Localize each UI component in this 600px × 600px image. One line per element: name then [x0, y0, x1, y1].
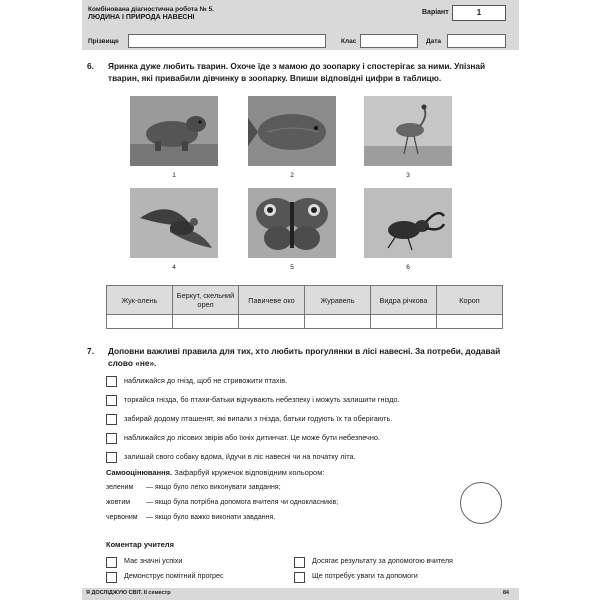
photo-carp: [248, 96, 336, 166]
self-assessment-instruction: Зафарбуй кружечок відповідним кольором:: [172, 468, 325, 477]
table-header: Короп: [437, 286, 503, 315]
class-field[interactable]: [360, 34, 418, 48]
rule-text: наближайся до лісових звірів або їхніх дитинчат. Це може бути небезпечно.: [124, 433, 380, 442]
photo-label-1: 1: [172, 172, 176, 179]
date-label: Дата: [426, 38, 442, 45]
comment-checkbox[interactable]: [294, 557, 305, 568]
table-header: Видра річкова: [371, 286, 437, 315]
photo-otter: [130, 96, 218, 166]
rule-checkbox[interactable]: [106, 414, 117, 425]
butterfly-icon: [248, 188, 336, 258]
photo-label-6: 6: [406, 264, 410, 271]
task-7-number: 7.: [87, 346, 94, 356]
carp-icon: [248, 96, 336, 166]
class-label: Клас: [341, 38, 357, 45]
photo-stag-beetle: [364, 188, 452, 258]
task-7: [87, 345, 512, 369]
color-name: червоним: [106, 514, 138, 521]
photo-label-2: 2: [290, 172, 294, 179]
rule-text: наближайся до гнізд, щоб не стривожити птахів.: [124, 376, 288, 385]
table-header-row: [107, 286, 503, 315]
photo-label-4: 4: [172, 264, 176, 271]
answer-cell[interactable]: [371, 315, 437, 329]
photo-eagle: [130, 188, 218, 258]
answer-cell[interactable]: [107, 315, 173, 329]
answer-cell[interactable]: [437, 315, 503, 329]
variant-value: 1: [452, 5, 506, 21]
rule-text: забирай додому пташенят, які випали з гнізда, батьки годують їх та оберігають.: [124, 414, 393, 423]
comment-checkbox[interactable]: [106, 572, 117, 583]
photo-peacock-butterfly: [248, 188, 336, 258]
rule-text: торкайся гнізда, бо птахи-батьки відчувають небезпеку і можуть залишити гніздо.: [124, 395, 400, 404]
photo-label-5: 5: [290, 264, 294, 271]
rule-checkbox[interactable]: [106, 376, 117, 387]
teacher-comment-title: Коментар учителя: [106, 540, 174, 549]
crane-icon: [364, 96, 452, 166]
color-meaning: — якщо була потрібна допомога вчителя чи однокласників;: [145, 499, 339, 506]
color-name: зеленим: [106, 484, 134, 491]
work-title: [88, 6, 214, 22]
comment-option: Має значні успіхи: [124, 556, 183, 565]
footer: [82, 588, 519, 600]
page-number: 84: [502, 590, 509, 596]
answer-cell[interactable]: [305, 315, 371, 329]
answer-cell[interactable]: [173, 315, 239, 329]
eagle-icon: [130, 188, 218, 258]
table-header: Жук-олень: [107, 286, 173, 315]
comment-option: Ще потребує уваги та допомоги: [312, 571, 418, 580]
color-name: жовтим: [106, 499, 131, 506]
photo-crane: [364, 96, 452, 166]
surname-field[interactable]: [128, 34, 326, 48]
self-assessment-circle[interactable]: [460, 482, 502, 524]
date-field[interactable]: [447, 34, 506, 48]
comment-option: Демонструє помітний прогрес: [124, 571, 224, 580]
photo-label-3: 3: [406, 172, 410, 179]
worksheet-page: [82, 0, 519, 600]
stag-beetle-icon: [364, 188, 452, 258]
task-7-text: Доповни важливі правила для тих, хто любить прогулянки в лісі навесні. За потреби, додавай слово «не».: [108, 346, 501, 368]
work-number: Комбінована діагностична робота № 5.: [88, 6, 214, 13]
variant-label: Варіант: [422, 9, 449, 16]
otter-icon: [130, 96, 218, 166]
self-assessment-line: [106, 484, 281, 491]
table-answer-row: [107, 315, 503, 329]
self-assessment-line: [106, 514, 275, 521]
table-header: Беркут, скельний орел: [173, 286, 239, 315]
comment-option: Досягає результату за допомогою вчителя: [312, 556, 453, 565]
task-6-text: Яринка дуже любить тварин. Охоче їде з мамою до зоопарку і спостерігає за ними. Упізнай тварин, які привабили дівчинку в зоопарку. Впиши відповідні цифри в таблицю.: [108, 61, 486, 83]
rule-checkbox[interactable]: [106, 452, 117, 463]
header: [82, 0, 519, 50]
color-meaning: — якщо було легко виконувати завдання;: [145, 484, 281, 491]
surname-label: Прізвище: [88, 38, 119, 45]
rule-text: залишай свого собаку вдома, йдучи в ліс навесні чи на початку літа.: [124, 452, 356, 461]
rule-checkbox[interactable]: [106, 433, 117, 444]
table-header: Павичеве око: [239, 286, 305, 315]
self-assessment-label: Самооцінювання.: [106, 468, 173, 477]
self-assessment-line: [106, 499, 338, 506]
footer-book-title: Я ДОСЛІДЖУЮ СВІТ. ІІ семестр: [86, 590, 171, 596]
work-topic: ЛЮДИНА І ПРИРОДА НАВЕСНІ: [88, 14, 195, 21]
comment-checkbox[interactable]: [106, 557, 117, 568]
self-assessment-title: [106, 468, 324, 477]
task-6-number: 6.: [87, 61, 94, 71]
table-header: Журавель: [305, 286, 371, 315]
color-meaning: — якщо було важко виконати завдання.: [145, 514, 276, 521]
task-6: [87, 60, 512, 84]
rule-checkbox[interactable]: [106, 395, 117, 406]
comment-checkbox[interactable]: [294, 572, 305, 583]
answer-table: [106, 285, 503, 329]
answer-cell[interactable]: [239, 315, 305, 329]
